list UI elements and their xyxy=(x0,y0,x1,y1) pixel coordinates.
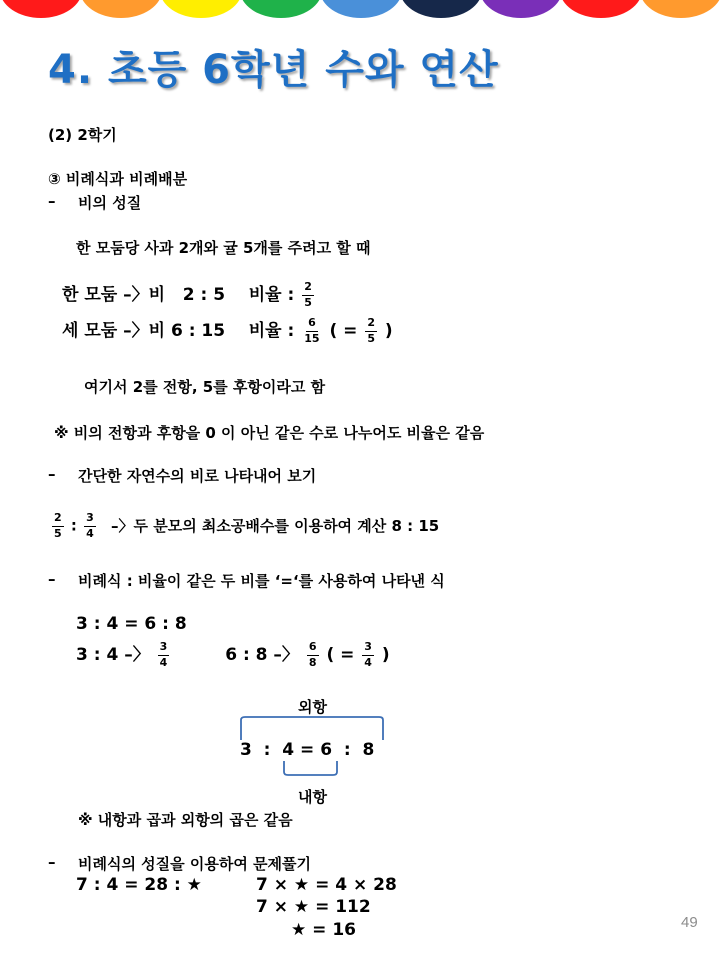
dash-bullet: – xyxy=(48,853,56,871)
fraction-numerator: 3 xyxy=(158,641,170,656)
proportion-example: 3 : 4 = 6 : 8 xyxy=(76,614,187,634)
page-number: 49 xyxy=(681,914,698,931)
open-paren-equals: ( = xyxy=(326,645,355,665)
fraction-numerator: 2 xyxy=(365,317,377,332)
simplify-explanation: –〉두 분모의 최소공배수를 이용하여 계산 8 : 15 xyxy=(111,516,440,535)
ratio-division-note: ※ 비의 전항과 후항을 0 이 아닌 같은 수로 나누어도 비율은 같음 xyxy=(54,424,485,442)
close-paren: ) xyxy=(381,645,390,665)
ratio-row-two-text: 세 모둠 –〉비 6 : 15 비율 : xyxy=(62,321,295,341)
fraction-numerator: 3 xyxy=(84,512,96,527)
fraction-denominator: 8 xyxy=(308,655,317,669)
fraction-numerator: 2 xyxy=(302,281,314,296)
fraction-denominator: 4 xyxy=(364,655,372,669)
solution-step: 7 × ★ = 112 xyxy=(256,897,371,917)
subheading-proportion-definition: 비례식 : 비율이 같은 두 비를 ‘=‘를 사용하여 나타낸 식 xyxy=(78,572,445,590)
fraction-numerator: 2 xyxy=(52,512,64,527)
fraction-denominator: 4 xyxy=(159,655,168,669)
dash-bullet: – xyxy=(48,192,56,210)
fraction-denominator: 5 xyxy=(304,295,312,309)
inner-terms-label: 내항 xyxy=(298,788,327,806)
outer-terms-label: 외항 xyxy=(298,698,327,716)
subheading-ratio-property: 비의 성질 xyxy=(78,194,142,212)
ratio-3-4-text: 3 : 4 –〉 xyxy=(76,645,150,665)
antecedent-consequent-note: 여기서 2를 전항, 5를 후항이라고 함 xyxy=(84,378,326,396)
subheading-solve-problem: 비례식의 성질을 이용하여 문제풀기 xyxy=(78,855,312,873)
outer-terms-bracket xyxy=(241,717,383,740)
section-label: (2) 2학기 xyxy=(48,126,117,144)
open-paren-equals: ( = xyxy=(329,321,358,341)
dash-bullet: – xyxy=(48,570,56,588)
topic-heading: ③ 비례식과 비례배분 xyxy=(48,170,188,188)
problem-equation: 7 : 4 = 28 : ★ xyxy=(76,875,202,895)
solution-answer: ★ = 16 xyxy=(291,920,356,940)
ratio-intro-text: 한 모둠당 사과 2개와 귤 5개를 주려고 할 때 xyxy=(76,239,371,257)
fraction-numerator: 6 xyxy=(306,317,318,332)
fraction-denominator: 15 xyxy=(304,331,320,345)
close-paren: ) xyxy=(384,321,393,341)
fraction-denominator: 5 xyxy=(367,331,375,345)
ratio-colon: : xyxy=(70,516,77,535)
ratio-row-one-text: 한 모둠 –〉비 2 : 5 비율 : xyxy=(62,285,295,305)
dash-bullet: – xyxy=(48,465,56,483)
product-equality-note: ※ 내항과 곱과 외항의 곱은 같음 xyxy=(78,811,293,829)
proportion-equation: 3 : 4 = 6 : 8 xyxy=(240,740,375,760)
solution-step: 7 × ★ = 4 × 28 xyxy=(256,875,397,895)
fraction-denominator: 5 xyxy=(54,526,62,540)
fraction-numerator: 3 xyxy=(362,641,374,656)
inner-terms-bracket xyxy=(284,761,337,775)
fraction-numerator: 6 xyxy=(307,641,319,656)
ratio-6-8-text: 6 : 8 –〉 xyxy=(225,645,299,665)
page-title: 4. 초등 6학년 수와 연산 xyxy=(48,47,499,93)
fraction-denominator: 4 xyxy=(86,526,94,540)
subheading-simplify-ratio: 간단한 자연수의 비로 나타내어 보기 xyxy=(78,467,317,485)
